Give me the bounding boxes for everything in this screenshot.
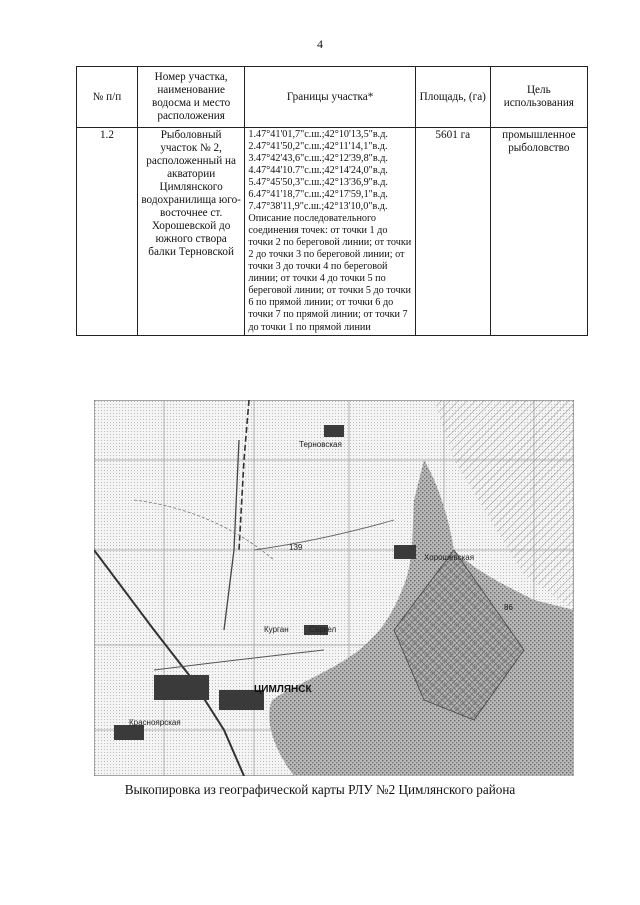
map-label-krasnoyarskaya: Красноярская bbox=[129, 718, 181, 727]
map-caption: Выкопировка из географической карты РЛУ №2 Цимлянского района bbox=[124, 782, 516, 797]
boundary-point: 4.47°44'10.7"с.ш.;42°14'24,0"в.д. bbox=[248, 165, 388, 177]
row-number: 1.2 bbox=[77, 128, 138, 336]
header-name: Номер участка, наименование водосма и место расположения bbox=[137, 67, 244, 128]
table-row bbox=[77, 128, 588, 336]
row-boundaries bbox=[245, 128, 416, 336]
header-number: № п/п bbox=[77, 67, 138, 128]
table-header-row bbox=[77, 67, 588, 128]
parcel-table bbox=[76, 66, 588, 336]
map-label-zone: 86 bbox=[504, 603, 513, 612]
map-label-kurgan: Курган bbox=[264, 625, 289, 634]
boundary-point: 5.47°45'50,3"с.ш.;42°13'36,9"в.д. bbox=[248, 177, 388, 189]
page-number: 4 bbox=[317, 37, 323, 51]
boundary-point: 7.47°38'11,9"с.ш.;42°13'10,0"в.д. bbox=[248, 201, 388, 213]
header-purpose: Цель использования bbox=[490, 67, 587, 128]
header-boundaries: Границы участка* bbox=[245, 67, 416, 128]
boundary-point: 1.47°41'01,7"с.ш.;42°10'13,5"в.д. bbox=[248, 129, 388, 140]
row-name: Рыболовный участок № 2, расположенный на акватории Цимлянского водохранилища юго-восточнее ст. Хорошевской до южного створа балки Терновской bbox=[137, 128, 244, 336]
boundary-point: 3.47°42'43,6"с.ш.;42°12'39,8"в.д. bbox=[248, 153, 388, 165]
row-area: 5601 га bbox=[415, 128, 490, 336]
map-label-height: 139 bbox=[289, 543, 303, 552]
boundary-description: Описание последовательного соединения точек: от точки 1 до точки 2 по береговой линии; от точки 2 до точки 3 по береговой линии; от точки 3 до точки 4 по береговой линии; от точки 4 до точки 5 по береговой линии; от точки 5 до точки 6 по прямой линии; от точки 6 до точки 7 по прямой линии; от точки 7 до точки 1 по прямой линии bbox=[248, 213, 412, 333]
boundary-point: 6.47°41'18,7"с.ш.;42°17'59,1"в.д. bbox=[248, 189, 388, 201]
header-area: Площадь, (га) bbox=[415, 67, 490, 128]
map-label-tsimlyansk: ЦИМЛЯНСК bbox=[254, 684, 312, 695]
map-excerpt bbox=[94, 400, 574, 776]
boundary-point: 2.47°41'50,2"с.ш.;42°11'14,1"в.д. bbox=[248, 141, 388, 153]
map-label-ternovskaya: Терновская bbox=[299, 440, 342, 449]
map-label-khoroshevskaya: Хорошевская bbox=[424, 553, 475, 562]
row-purpose: промышленное рыболовство bbox=[490, 128, 587, 336]
map-label-sarkel: Саркел bbox=[309, 625, 337, 634]
